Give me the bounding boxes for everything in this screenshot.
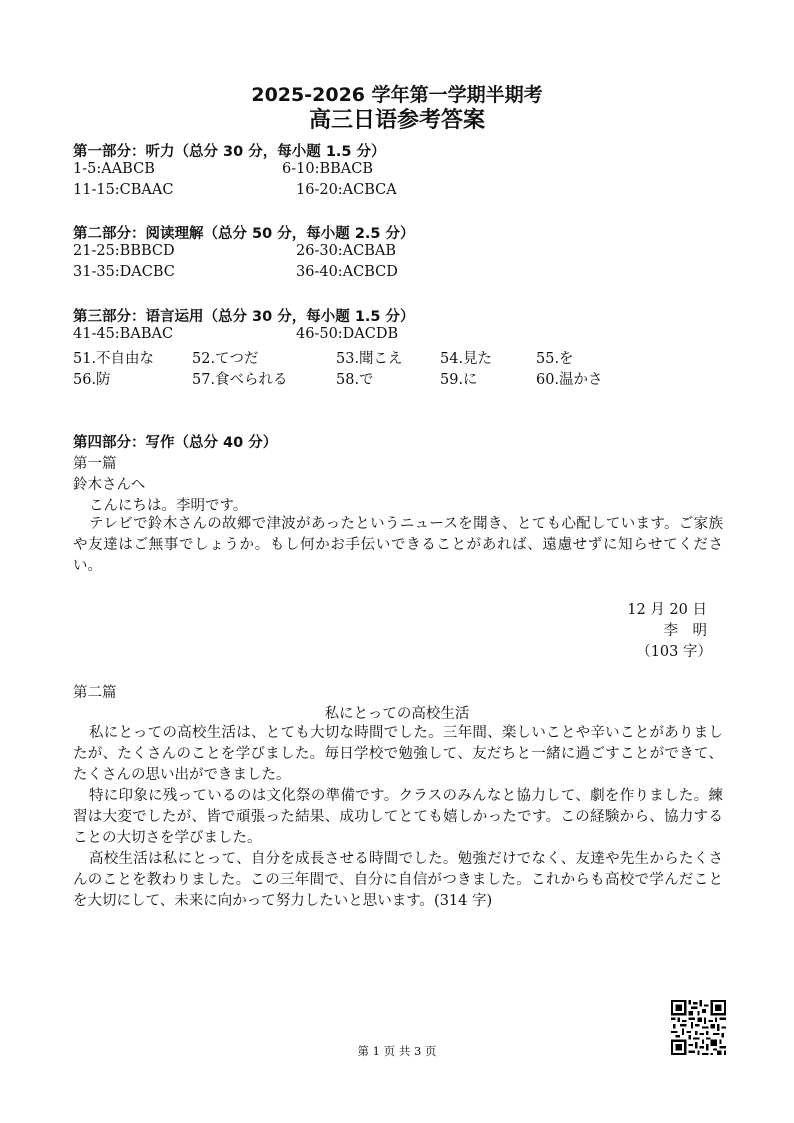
essay2-paragraph: 私にとっての高校生活は、とても大切な時間でした。三年間、楽しいことや辛いことがありましたが、たくさんのことを学びました。毎日学校で勉強して、友だちと一緒に過ごすことができて、たくさんの思い出ができました。: [73, 725, 723, 783]
essay2-paragraph: 高校生活は私にとって、自分を成長させる時間でした。勉強だけでなく、友達や先生からたくさんのことを教わりました。この三年間で、自分に自信がつきました。これからも高校で学んだことを大切にして、未来に向かって努力したいと思います。(314 字): [73, 851, 723, 909]
part2-answer: 36-40:ACBCD: [296, 264, 398, 280]
part4-heading: 第四部分：写作（总分 40 分）: [73, 435, 278, 451]
part3-word-answer: 58.で: [336, 372, 374, 388]
part2-answer: 26-30:ACBAB: [296, 243, 397, 259]
part3-answer: 46-50:DACDB: [296, 326, 399, 342]
answer-key-title: 高三日语参考答案: [308, 108, 485, 133]
part3-heading: 第三部分：语言运用（总分 30 分，每小题 1.5 分）: [73, 309, 415, 325]
page-footer: 第 1 页 共 3 页: [357, 1044, 437, 1058]
essay1-label: 第一篇: [73, 456, 117, 472]
essay1-char-count: （103 字）: [636, 644, 712, 660]
part3-word-answer: 55.を: [536, 351, 574, 367]
part1-answer: 1-5:AABCB: [73, 161, 155, 177]
part2-answer: 21-25:BBBCD: [73, 243, 175, 259]
essay2-title: 私にとっての高校生活: [324, 706, 470, 722]
part3-word-answer: 59.に: [440, 372, 478, 388]
part3-word-answer: 52.てつだ: [192, 351, 259, 367]
essay2-label: 第二篇: [73, 685, 117, 701]
part1-answer: 6-10:BBACB: [282, 161, 373, 177]
part1-answer: 11-15:CBAAC: [73, 182, 174, 198]
essay1-signature: 李 明: [663, 623, 707, 639]
part3-word-answer: 51.不自由な: [73, 351, 155, 367]
part3-word-answer: 53.聞こえ: [336, 351, 403, 367]
part3-answer: 41-45:BABAC: [73, 326, 174, 342]
exam-title: 2025-2026 学年第一学期半期考: [251, 84, 543, 106]
part1-answer: 16-20:ACBCA: [296, 182, 397, 198]
part3-word-answer: 54.見た: [440, 351, 493, 367]
part2-answer: 31-35:DACBC: [73, 264, 175, 280]
part1-heading: 第一部分：听力（总分 30 分，每小题 1.5 分）: [73, 144, 386, 160]
essay1-greeting: こんにちは。李明です。: [89, 498, 248, 514]
essay1-addressee: 鈴木さんへ: [73, 477, 146, 493]
part3-word-answer: 57.食べられる: [192, 372, 288, 388]
part3-word-answer: 56.防: [73, 372, 111, 388]
part2-heading: 第二部分：阅读理解（总分 50 分，每小题 2.5 分）: [73, 226, 415, 242]
essay2-paragraph: 特に印象に残っているのは文化祭の準備です。クラスのみんなと協力して、劇を作りました。練習は大変でしたが、皆で頑張った結果、成功してとても嬉しかったです。この経験から、協力することの大切さを学びました。: [73, 788, 723, 846]
part3-word-answer: 60.温かさ: [536, 372, 603, 388]
essay1-date: 12 月 20 日: [627, 602, 707, 618]
essay1-body: テレビで鈴木さんの故郷で津波があったというニュースを聞き、とても心配しています。ご家族や友達はご無事でしょうか。もし何かお手伝いできることがあれば、遠慮せずに知らせてください。: [73, 516, 723, 574]
